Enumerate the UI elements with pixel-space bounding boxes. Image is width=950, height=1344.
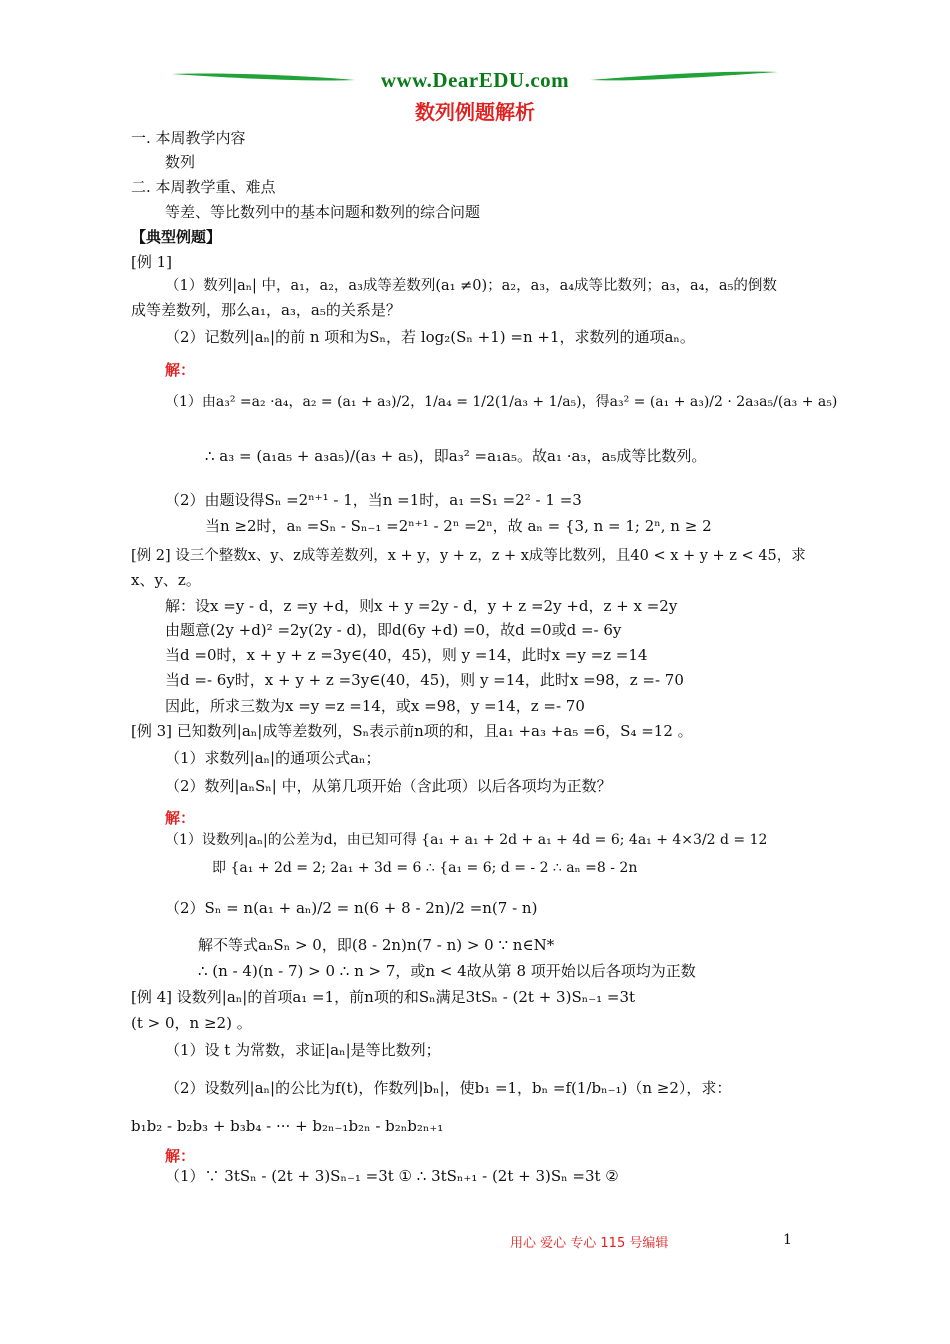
formula-line: 解不等式aₙSₙ > 0，即(8 - 2n)n(7 - n) > 0 ∵ n∈N* <box>198 936 555 954</box>
solution-label: 解： <box>165 361 196 379</box>
text-line: 成等差数列，那么a₁，a₃，a₅的关系是？ <box>131 301 401 319</box>
formula-line: ∴ (n - 4)(n - 7) > 0 ∴ n > 7，或n < 4故从第 8 项开始以后各项均为正数 <box>198 962 696 980</box>
formula-line: 当d =- 6y时，x + y + z =3y∈(40，45)，则 y =14，此时x =98，z =- 70 <box>165 671 684 689</box>
solution-label: 解： <box>165 809 196 827</box>
text-line: 等差、等比数列中的基本问题和数列的综合问题 <box>165 203 481 221</box>
text-line: x、y、z。 <box>131 571 201 589</box>
footer-text: 用心 爱心 专心 115 号编辑 <box>510 1236 669 1251</box>
formula-line: b₁b₂ - b₂b₃ + b₃b₄ - ··· + b₂ₙ₋₁b₂ₙ - b₂ₙb₂ₙ₊₁ <box>131 1117 444 1135</box>
text-line: （2）设数列|aₙ|的公比为f(t)，作数列|bₙ|，使b₁ =1，bₙ =f(1/bₙ₋₁)（n ≥2），求： <box>165 1079 732 1097</box>
site-header <box>170 66 780 94</box>
formula-line: 即 {a₁ + 2d = 2; 2a₁ + 3d = 6 ∴ {a₁ = 6; d = - 2 ∴ aₙ =8 - 2n <box>212 860 638 876</box>
text-line: 数列 <box>165 153 196 171</box>
formula-line: （1）∵ 3tSₙ - (2t + 3)Sₙ₋₁ =3t ① ∴ 3tSₙ₊₁ - (2t + 3)Sₙ =3t ② <box>165 1167 619 1185</box>
formula-line: （1）设数列|aₙ|的公差为d，由已知可得 {a₁ + a₁ + 2d + a₁ + 4d = 6; 4a₁ + 4×3/2 d = 12 <box>165 832 768 848</box>
formula-line: 解：设x =y - d，z =y +d，则x + y =2y - d，y + z =2y +d，z + x =2y <box>165 597 678 615</box>
solution-label: 解： <box>165 1147 196 1165</box>
text-line: （1）数列|aₙ| 中，a₁，a₂，a₃成等差数列(a₁ ≠0)；a₂，a₃，a₄成等比数列；a₃，a₄，a₅的倒数 <box>165 278 777 294</box>
page-title: 数列例题解析 <box>415 100 535 124</box>
text-line: （1）设 t 为常数，求证|aₙ|是等比数列； <box>165 1041 441 1059</box>
section-heading: 【典型例题】 <box>131 228 222 246</box>
text-line: （2）记数列|aₙ|的前 n 项和为Sₙ，若 log₂(Sₙ +1) =n +1，求数列的通项aₙ。 <box>165 328 695 346</box>
site-logo: www.DearEDU.com <box>380 68 570 92</box>
formula-line: （2）由题设得Sₙ =2ⁿ⁺¹ - 1，当n =1时，a₁ =S₁ =2² - 1 =3 <box>165 491 582 509</box>
text-line: （2）数列|aₙSₙ| 中，从第几项开始（含此项）以后各项均为正数？ <box>165 777 612 795</box>
example-label: [例 3] 已知数列|aₙ|成等差数列，Sₙ表示前n项的和，且a₁ +a₃ +a₅ =6，S₄ =12 。 <box>131 722 693 740</box>
formula-line: （1）由a₃² =a₂ ·a₄，a₂ = (a₁ + a₃)/2，1/a₄ = 1/2(1/a₃ + 1/a₅)，得a₃² = (a₁ + a₃)/2 · 2a₃a₅/(a₃ + a₅) <box>165 394 838 410</box>
section-heading: 一. 本周教学内容 <box>131 129 246 147</box>
formula-line: 因此，所求三数为x =y =z =14，或x =98，y =14，z =- 70 <box>165 697 585 715</box>
formula-line: ∴ a₃ = (a₁a₅ + a₃a₅)/(a₃ + a₅)，即a₃² =a₁a₅。故a₁ ·a₃，a₅成等比数列。 <box>205 447 707 465</box>
example-label: [例 4] 设数列|aₙ|的首项a₁ =1，前n项的和Sₙ满足3tSₙ - (2t + 3)Sₙ₋₁ =3t <box>131 988 636 1006</box>
formula-line: 当n ≥2时，aₙ =Sₙ - Sₙ₋₁ =2ⁿ⁺¹ - 2ⁿ =2ⁿ，故 aₙ = {3, n = 1; 2ⁿ, n ≥ 2 <box>205 517 712 535</box>
formula-line: 当d =0时，x + y + z =3y∈(40，45)，则 y =14，此时x =y =z =14 <box>165 646 648 664</box>
formula-line: 由题意(2y +d)² =2y(2y - d)，即d(6y +d) =0，故d =0或d =- 6y <box>165 621 622 639</box>
page-number: 1 <box>783 1232 792 1248</box>
example-label: [例 1] <box>131 253 173 271</box>
text-line: (t > 0，n ≥2) 。 <box>131 1014 252 1032</box>
formula-line: （2）Sₙ = n(a₁ + aₙ)/2 = n(6 + 8 - 2n)/2 =n(7 - n) <box>165 899 538 917</box>
text-line: （1）求数列|aₙ|的通项公式aₙ； <box>165 749 381 767</box>
example-label: [例 2] 设三个整数x、y、z成等差数列，x + y，y + z，z + x成等比数列，且40 < x + y + z < 45，求 <box>131 548 806 564</box>
section-heading: 二. 本周教学重、难点 <box>131 178 276 196</box>
